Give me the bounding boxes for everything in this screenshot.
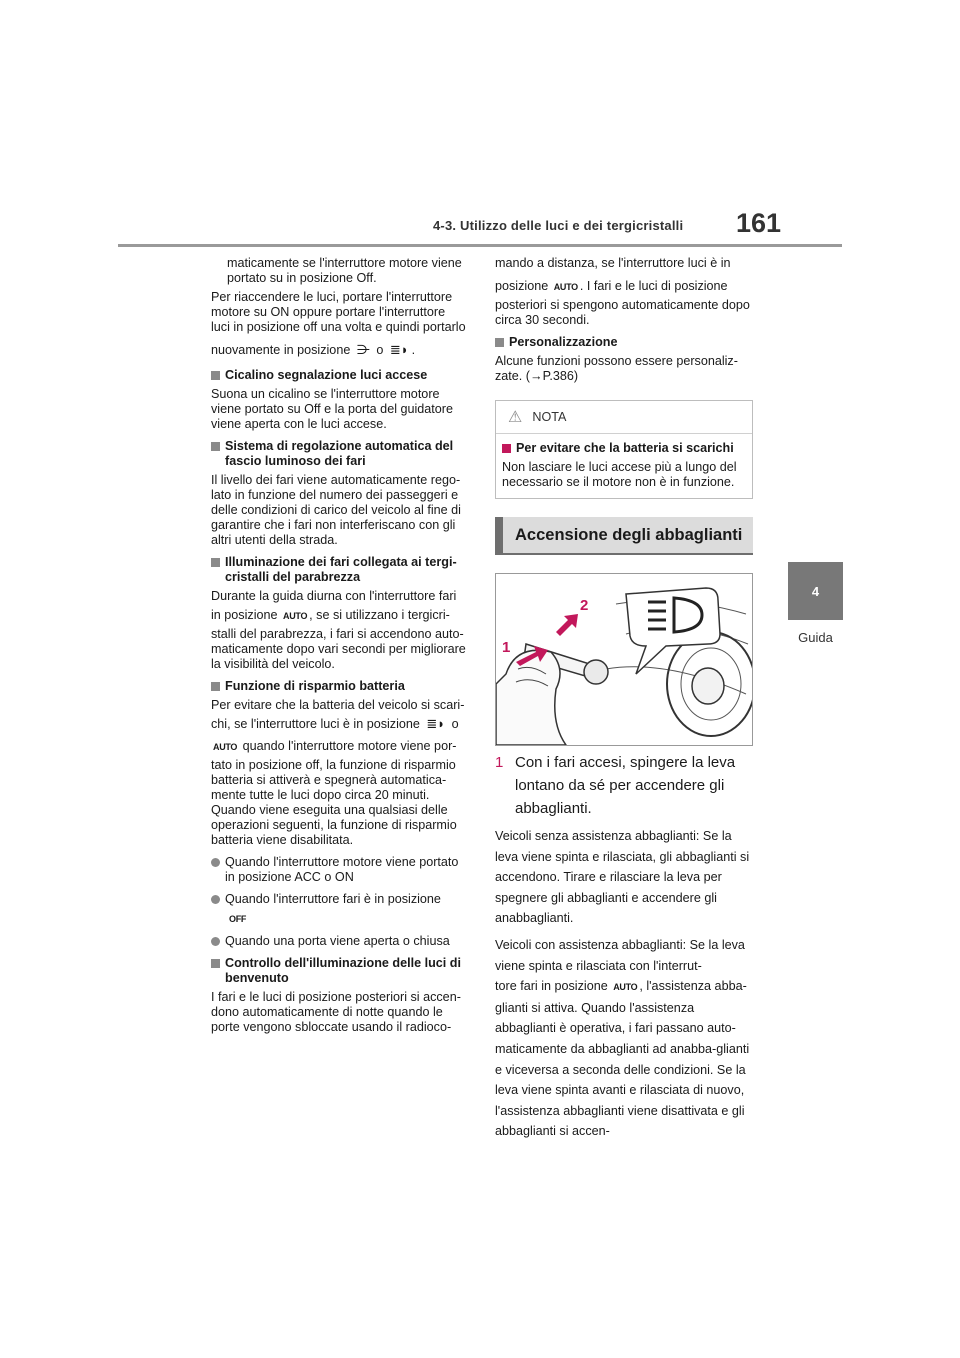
nota-box <box>495 400 753 499</box>
warning-triangle-icon: ⚠ <box>508 408 523 426</box>
subheading <box>211 439 467 469</box>
paragraph <box>211 907 467 930</box>
paragraph <box>211 713 467 735</box>
subheading <box>211 368 467 383</box>
paragraph: tato in posizione off, la funzione di risparmio batteria si attiverà e spegnerà automatica-mente tutte le luci dopo circa 20 minuti. Quando viene eseguita una qualsiasi delle operazioni seguenti, la funzione di risparmio batteria viene disabilitata. <box>211 758 457 847</box>
header-divider <box>118 244 842 247</box>
square-bullet-icon <box>211 682 220 691</box>
list-item-text: Quando l'interruttore fari è in posizione <box>225 892 441 906</box>
step-item <box>495 751 753 820</box>
step-number: 1 <box>495 754 504 771</box>
text: nuovamente in posizione <box>211 343 351 357</box>
list-item <box>211 855 467 885</box>
right-column <box>495 256 753 1142</box>
step-text: Con i fari accesi, spingere la leva lontano da sé per accendere gli abbaglianti. <box>515 754 736 817</box>
nota-title: NOTA <box>532 409 567 424</box>
text: chi, se l'interruttore luci è in posizione <box>211 717 420 731</box>
paragraph <box>211 339 467 361</box>
paragraph: Per riaccendere le luci, portare l'interruttore motore su ON oppure portare l'interruttore luci in posizione off una volta e quindi portarlo <box>211 290 466 334</box>
figure-label-1: 1 <box>502 639 511 656</box>
paragraph: Per evitare che la batteria del veicolo si scari- <box>211 698 465 712</box>
paragraph: Il livello dei fari viene automaticamente rego-lato in funzione del numero dei passeggeri e delle condizioni di carico del veicolo al fine di garantire che i fari non interferiscano con gli altri utenti della strada. <box>211 473 461 547</box>
text: . <box>411 343 416 357</box>
text: in posizione <box>211 608 278 622</box>
subheading <box>211 679 467 694</box>
bullet-dot-icon <box>211 895 220 904</box>
subheading-text: Personalizzazione <box>509 335 618 349</box>
text: o <box>376 343 384 357</box>
subheading <box>211 956 467 986</box>
paragraph <box>211 604 467 627</box>
headlamp-icon: ≣◗ <box>426 716 446 731</box>
paragraph: stalli del parabrezza, i fari si accendono auto-maticamente dopo vari secondi per migliorare la visibilità del veicolo. <box>211 627 466 671</box>
nota-body <box>496 434 752 498</box>
auto-icon: AUTO <box>213 742 238 752</box>
paragraph <box>495 275 753 298</box>
subheading <box>495 335 753 350</box>
header-section-title: 4-3. Utilizzo delle luci e dei tergicristalli <box>433 218 684 233</box>
text: o <box>451 717 459 731</box>
paragraph: Non lasciare le luci accese più a lungo del necessario se il motore non è in funzione. <box>502 460 737 489</box>
text: , se si utilizzano i tergicri- <box>309 608 450 622</box>
paragraph: I fari e le luci di posizione posteriori si accen-dono automaticamente di notte quando le porte vengono sbloccate usando il radioco- <box>211 990 461 1034</box>
auto-icon: AUTO <box>283 611 308 621</box>
figure-label-2: 2 <box>580 597 589 614</box>
subheading-text: Controllo dell'illuminazione delle luci di benvenuto <box>225 956 461 985</box>
section-heading: Accensione degli abbaglianti <box>495 517 753 555</box>
square-bullet-icon <box>211 959 220 968</box>
tail-lamp-icon: ⋺ <box>356 342 370 357</box>
subheading-text: Per evitare che la batteria si scarichi <box>516 441 734 455</box>
text: tore fari in posizione <box>495 979 608 994</box>
square-bullet-icon <box>211 558 220 567</box>
subheading <box>211 555 467 585</box>
off-icon: OFF <box>229 914 247 924</box>
text: , l'assistenza abba- <box>639 979 747 994</box>
page-number: 161 <box>736 208 782 238</box>
nota-title-bar <box>496 401 752 434</box>
auto-icon: AUTO <box>613 982 638 993</box>
paragraph: posteriori si spengono automaticamente dopo circa 30 secondi. <box>495 298 750 327</box>
subheading-text: Illuminazione dei fari collegata ai tergi-cristalli del parabrezza <box>225 555 457 584</box>
paragraph: Suona un cicalino se l'interruttore motore viene portato su Off e la porta del guidatore viene aperta con le luci accese. <box>211 387 454 431</box>
subheading-text: Funzione di risparmio batteria <box>225 679 405 693</box>
paragraph <box>211 735 467 758</box>
bullet-dot-icon <box>211 858 220 867</box>
paragraph: Durante la guida diurna con l'interruttore fari <box>211 589 457 603</box>
subheading-text: Sistema di regolazione automatica del fascio luminoso dei fari <box>225 439 454 468</box>
chapter-tab[interactable]: 4 <box>788 562 843 620</box>
text: . I fari e le luci di posizione <box>579 279 728 293</box>
text: posizione <box>495 279 549 293</box>
paragraph: Veicoli con assistenza abbaglianti: Se la leva viene spinta e rilasciata con l'interrut- <box>495 937 745 973</box>
subheading-text: Cicalino segnalazione luci accese <box>225 368 428 382</box>
square-bullet-icon <box>211 442 220 451</box>
paragraph: mando a distanza, se l'interruttore luci è in <box>495 256 731 270</box>
square-bullet-icon <box>211 371 220 380</box>
paragraph: glianti si attiva. Quando l'assistenza abbaglianti è operativa, i fari passano auto-maticamente da abbaglianti ad anabba-glianti e viceversa a seconda delle condizioni. Se la leva viene spinta avanti e rilasciata di nuovo, l'assistenza abbaglianti viene disattivata e gli abbaglianti si accen- <box>495 1000 750 1139</box>
paragraph: Alcune funzioni possono essere personaliz-zate. (→P.386) <box>495 354 738 383</box>
list-item <box>211 892 467 907</box>
list-item <box>211 934 467 949</box>
bullet-dot-icon <box>211 937 220 946</box>
square-bullet-icon <box>495 338 504 347</box>
square-bullet-icon <box>502 444 511 453</box>
high-beam-lever-illustration <box>495 573 753 746</box>
list-item-text: Quando una porta viene aperta o chiusa <box>225 934 450 948</box>
text: quando l'interruttore motore viene por- <box>242 739 457 753</box>
subheading <box>502 441 746 456</box>
paragraph: Veicoli senza assistenza abbaglianti: Se la leva viene spinta e rilasciata, gli abbaglianti si accendono. Tirare e rilasciare la leva per spegnere gli abbaglianti e accendere gli anabbaglianti. <box>495 829 750 926</box>
paragraph: maticamente se l'interruttore motore viene portato su in posizione Off. <box>227 256 462 285</box>
left-column <box>211 256 467 1035</box>
auto-icon: AUTO <box>553 282 578 292</box>
list-item-text: Quando l'interruttore motore viene portato in posizione ACC o ON <box>225 855 459 884</box>
chapter-label: Guida <box>798 630 833 645</box>
paragraph <box>495 976 753 998</box>
arrow-2-icon <box>556 614 578 636</box>
headlamp-icon: ≣◗ <box>389 342 409 357</box>
lever-diagram <box>496 574 752 745</box>
